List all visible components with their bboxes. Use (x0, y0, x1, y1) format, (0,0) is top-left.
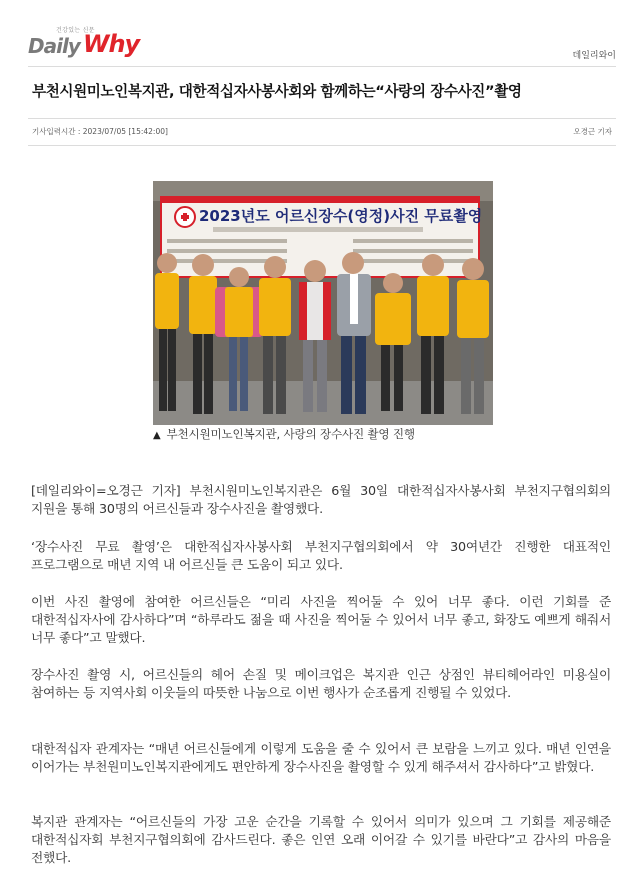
group-photo-illustration (153, 181, 493, 425)
article-photo (153, 181, 493, 425)
article-title: 부천시원미노인복지관, 대한적십자사봉사회와 함께하는“사랑의 장수사진”촬영 (32, 83, 522, 100)
body-paragraph-5: 대한적십자 관계자는 “매년 어르신들에게 이렇게 도움을 줄 수 있어서 큰 보람을 느끼고 있다. 매년 인연을 이어가는 부천원미노인복지관에게도 편안하게 장수사진을 촬영할 수 있게 해주셔서 감사하다”고 밝혔다. (31, 741, 611, 774)
logo-word-why: Why (83, 30, 140, 58)
photo-caption (153, 425, 493, 445)
daily-why-logo[interactable] (28, 22, 148, 62)
site-name[interactable]: 데일리와이 (572, 51, 616, 61)
caption-text: 부천시원미노인복지관, 사랑의 장수사진 촬영 진행 (166, 427, 415, 441)
title-divider (28, 118, 616, 119)
body-paragraph-2: ‘장수사진 무료 촬영’은 대한적십자사봉사회 부천지구협의회에서 약 30여년간 진행한 대표적인 프로그램으로 매년 지역 내 어르신들 큰 도움이 되고 있다. (31, 539, 611, 572)
body-paragraph-1: [데일리와이=오경근 기자] 부천시원미노인복지관은 6월 30일 대한적십자사봉사회 부천지구협의회의 지원을 통해 30명의 어르신들과 장수사진을 촬영했다. (31, 483, 611, 516)
header-divider (28, 66, 616, 67)
article-timestamp: 기사입력시간 : 2023/07/05 [15:42:00] (32, 127, 168, 136)
article-author: 오경근 기자 (573, 127, 612, 136)
logo-word-daily: Daily (28, 34, 80, 58)
body-paragraph-3: 이번 사진 촬영에 참여한 어르신들은 “미리 사진을 찍어둘 수 있어 너무 좋다. 이런 기회를 준 대한적십자사에 감사하다”며 “하루라도 젊을 때 사진을 찍어둘 수 있어서 너무 좋고, 화장도 예쁘게 해줘서 너무 좋다”고 말했다. (31, 594, 611, 645)
article-meta (28, 126, 616, 140)
site-header (28, 22, 616, 64)
body-paragraph-6: 복지관 관계자는 “어르신들의 가장 고운 순간을 기록할 수 있어서 의미가 있으며 그 기회를 제공해준 대한적십자회 부천지구협의회에 감사드린다. 좋은 인연 오래 이어갈 수 있기를 바란다”고 감사의 마음을 전했다. (31, 814, 611, 865)
photo-banner-title: 2023년도 어르신장수(영정)사진 무료촬영 (199, 207, 483, 225)
logo-tagline: 건강있는 신문 (56, 27, 95, 34)
body-paragraph-4: 장수사진 촬영 시, 어르신들의 헤어 손질 및 메이크업은 복지관 인근 상점인 뷰티헤어라인 미용실이 참여하는 등 지역사회 이웃들의 따뜻한 나눔으로 이번 행사가 순조롭게 진행될 수 있었다. (31, 667, 611, 700)
caption-triangle-icon: ▲ (153, 430, 161, 441)
meta-divider (28, 145, 616, 146)
